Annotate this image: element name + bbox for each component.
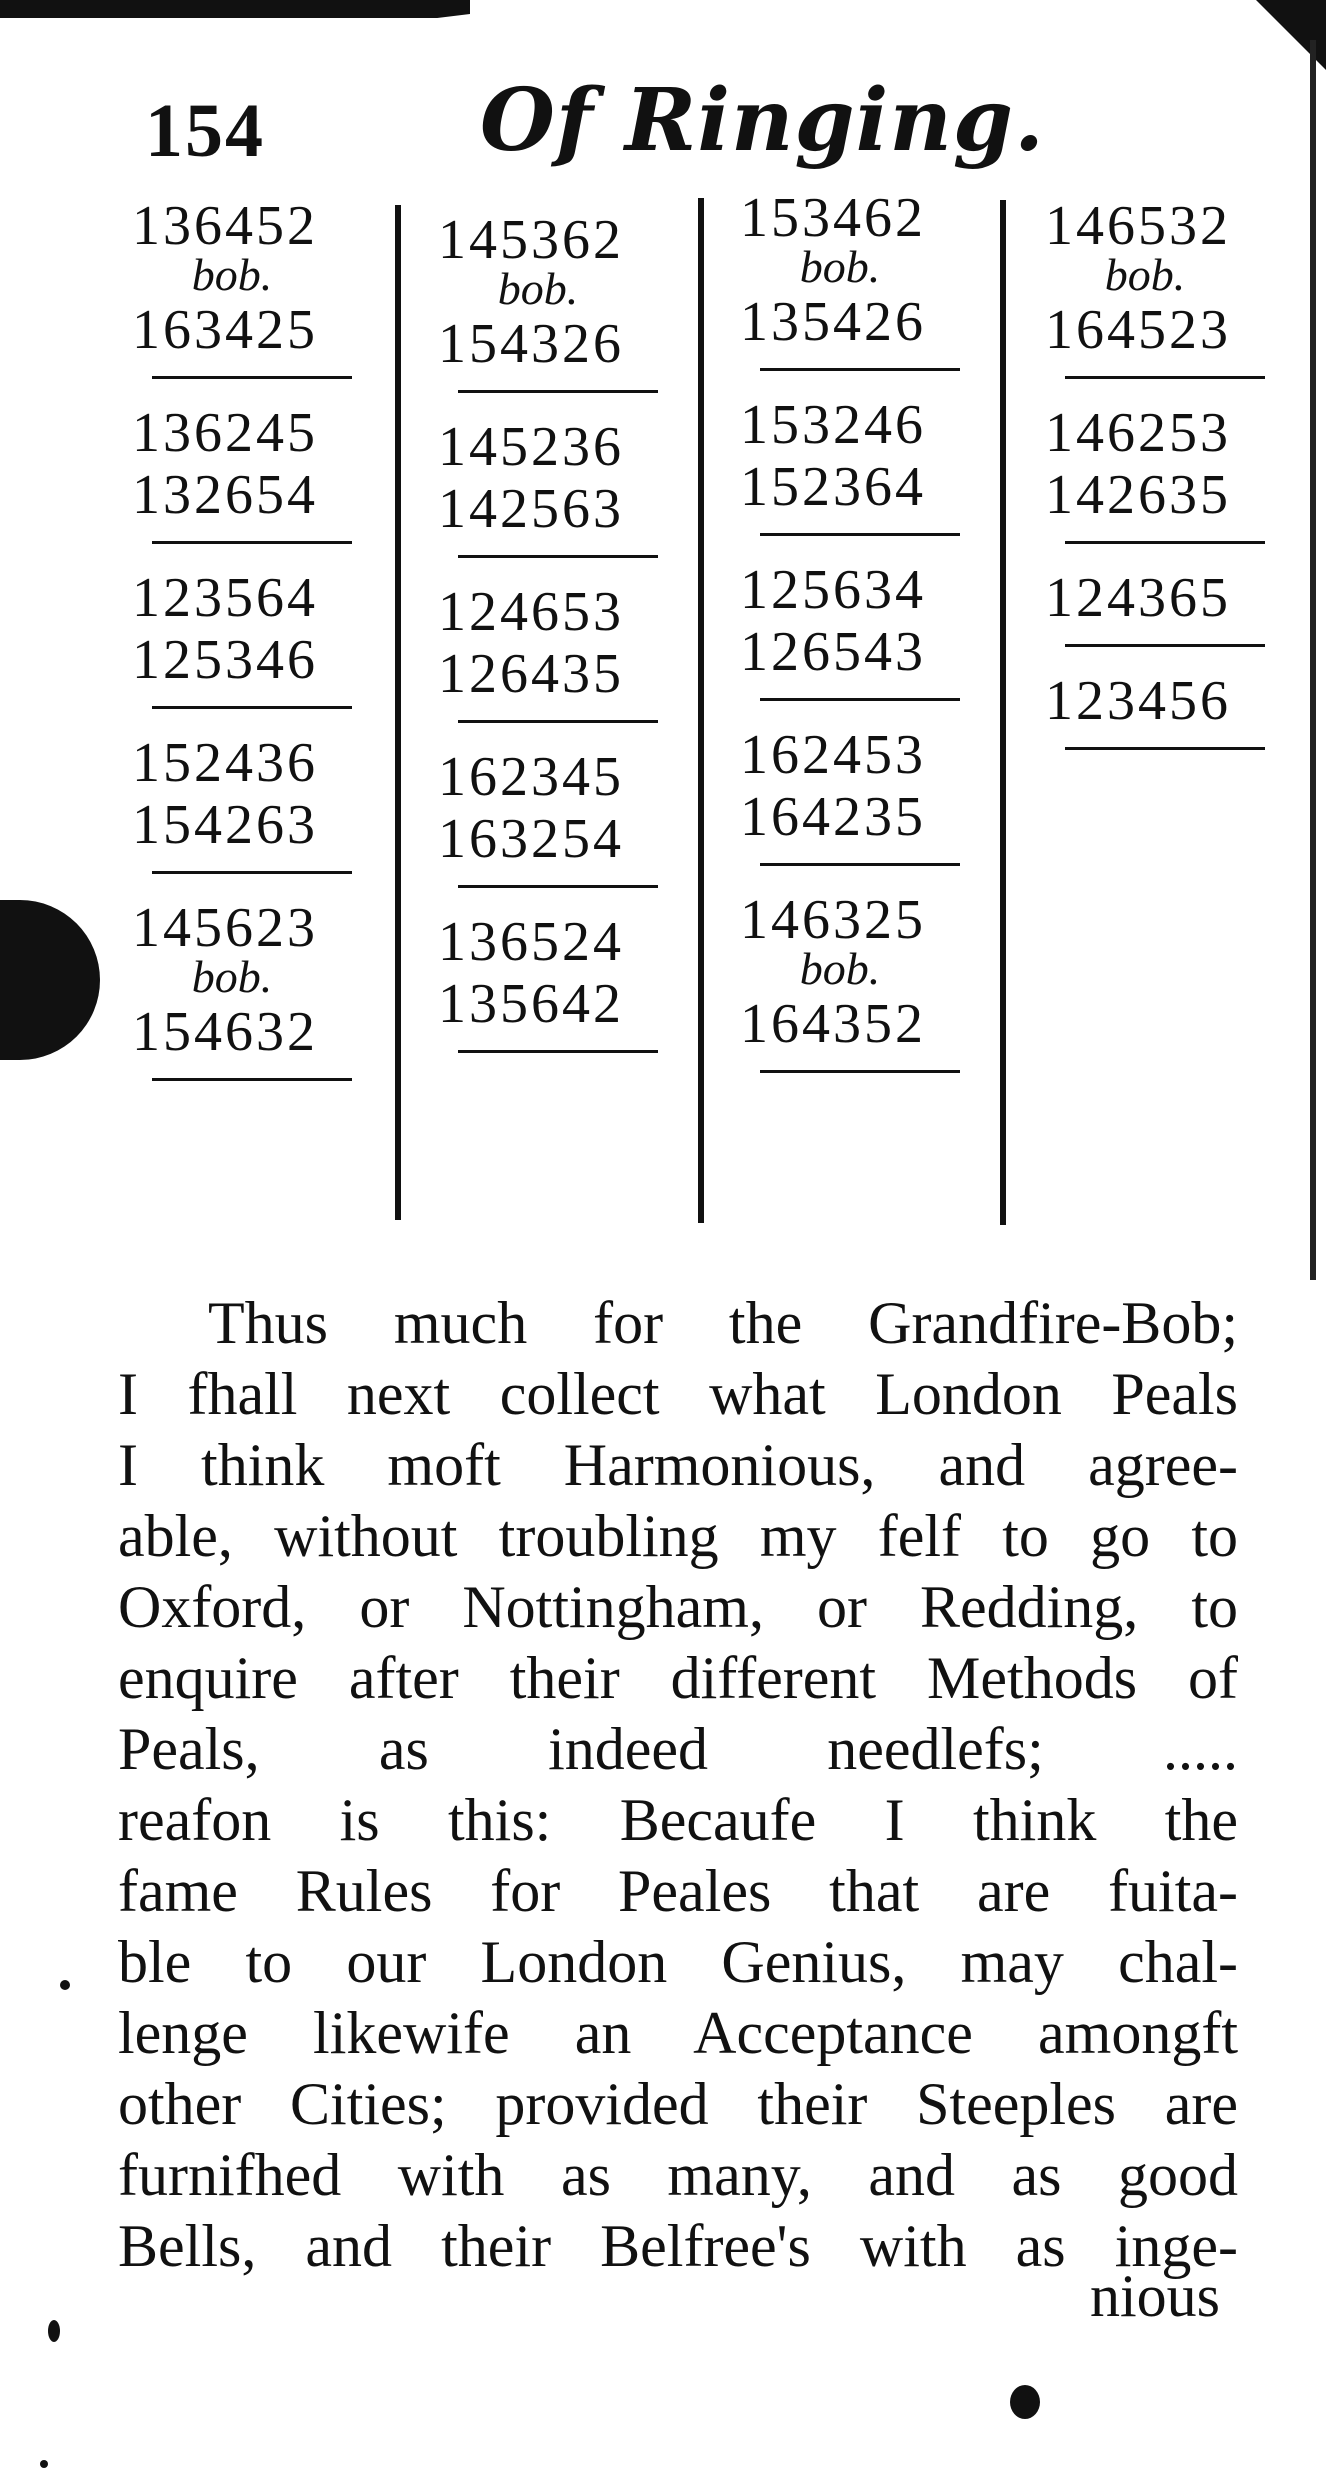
change-row: 126543 <box>740 621 926 683</box>
change-row: 145623 <box>132 897 318 959</box>
change-row: 146253 <box>1045 402 1231 464</box>
column-divider <box>1000 200 1006 1225</box>
change-row: 154326 <box>438 313 624 375</box>
group-rule <box>458 720 658 723</box>
change-column <box>1045 195 1245 776</box>
change-group <box>1045 195 1245 379</box>
change-row: 153462 <box>740 187 926 249</box>
change-row: 125634 <box>740 559 926 621</box>
group-rule <box>760 698 960 701</box>
ink-speck <box>1010 2385 1040 2419</box>
change-group <box>740 889 980 1073</box>
change-row: 146325 <box>740 889 926 951</box>
text-line: Peals, as indeed needlefs; ..... <box>118 1716 1238 1782</box>
text-line: reafon is this: Becaufe I think the <box>118 1787 1238 1853</box>
bob-label: bob. <box>1104 249 1186 300</box>
change-row: 162345 <box>438 746 624 808</box>
change-row: 162453 <box>740 724 926 786</box>
change-group <box>1045 670 1245 750</box>
running-title: Of Ringing. <box>480 70 1045 171</box>
column-divider <box>395 205 401 1220</box>
group-rule <box>1065 644 1265 647</box>
group-rule <box>458 555 658 558</box>
group-rule <box>760 1070 960 1073</box>
thumb-index-tab <box>0 900 100 1060</box>
change-row: 153246 <box>740 394 926 456</box>
change-row: 163425 <box>132 299 318 361</box>
text-line: furnifhed with as many, and as good <box>118 2142 1238 2208</box>
text-line: I fhall next collect what London Peals <box>118 1361 1238 1427</box>
group-rule <box>152 376 352 379</box>
ink-speck <box>40 2460 48 2468</box>
change-row: 154263 <box>132 794 318 856</box>
change-group <box>132 402 372 544</box>
text-line: lenge likewife an Acceptance amongft <box>118 2000 1238 2066</box>
change-column <box>740 187 980 1099</box>
change-row: 136524 <box>438 911 624 973</box>
bob-label: bob. <box>191 951 273 1002</box>
change-row: 154632 <box>132 1001 318 1063</box>
change-group <box>438 911 678 1053</box>
change-row: 142563 <box>438 478 624 540</box>
group-rule <box>760 368 960 371</box>
text-line: fame Rules for Peales that are fuita- <box>118 1858 1238 1924</box>
bob-label: bob. <box>799 943 881 994</box>
change-row: 135642 <box>438 973 624 1035</box>
body-paragraph <box>118 1288 1238 2282</box>
group-rule <box>760 533 960 536</box>
ink-speck <box>48 2320 60 2342</box>
group-rule <box>760 863 960 866</box>
change-group <box>740 559 980 701</box>
change-column <box>132 195 372 1107</box>
bob-label: bob. <box>497 263 579 314</box>
change-row: 124653 <box>438 581 624 643</box>
change-row: 123564 <box>132 567 318 629</box>
text-line: Oxford, or Nottingham, or Redding, to <box>118 1574 1238 1640</box>
change-group <box>132 195 372 379</box>
change-row: 142635 <box>1045 464 1231 526</box>
change-group <box>740 724 980 866</box>
group-rule <box>458 390 658 393</box>
change-group <box>438 209 678 393</box>
change-row: 152436 <box>132 732 318 794</box>
change-row: 163254 <box>438 808 624 870</box>
change-row: 125346 <box>132 629 318 691</box>
text-line: able, without troubling my felf to go to <box>118 1503 1238 1569</box>
change-row: 135426 <box>740 291 926 353</box>
text-line: other Cities; provided their Steeples are <box>118 2071 1238 2137</box>
ink-speck <box>60 1980 70 1990</box>
change-row: 136245 <box>132 402 318 464</box>
change-column <box>438 209 678 1079</box>
change-group <box>132 567 372 709</box>
catchword: nious <box>1090 2263 1221 2329</box>
group-rule <box>458 1050 658 1053</box>
change-row: 145362 <box>438 209 624 271</box>
change-group <box>740 187 980 371</box>
page-edge <box>1310 40 1316 1280</box>
change-group <box>438 416 678 558</box>
group-rule <box>1065 541 1265 544</box>
page-corner-shadow <box>0 0 470 70</box>
change-row: 123456 <box>1045 670 1231 732</box>
group-rule <box>152 1078 352 1081</box>
text-line: I think moft Harmonious, and agree- <box>118 1432 1238 1498</box>
change-row: 146532 <box>1045 195 1231 257</box>
change-row: 126435 <box>438 643 624 705</box>
change-group <box>740 394 980 536</box>
text-line: Thus much for the Grandfire-Bob; <box>208 1290 1238 1356</box>
change-group <box>438 746 678 888</box>
change-group <box>132 897 372 1081</box>
group-rule <box>458 885 658 888</box>
group-rule <box>152 541 352 544</box>
change-group <box>438 581 678 723</box>
change-group <box>1045 567 1245 647</box>
text-line: enquire after their different Methods of <box>118 1645 1238 1711</box>
bob-label: bob. <box>191 249 273 300</box>
group-rule <box>1065 376 1265 379</box>
page-number: 154 <box>145 89 265 173</box>
text-line: ble to our London Genius, may chal- <box>118 1929 1238 1995</box>
change-row: 124365 <box>1045 567 1231 629</box>
text-line: Bells, and their Belfree's with as inge- <box>118 2213 1238 2279</box>
change-row: 152364 <box>740 456 926 518</box>
group-rule <box>152 871 352 874</box>
change-group <box>132 732 372 874</box>
change-row: 164523 <box>1045 299 1231 361</box>
change-row: 145236 <box>438 416 624 478</box>
column-divider <box>698 198 704 1223</box>
group-rule <box>152 706 352 709</box>
change-group <box>1045 402 1245 544</box>
change-row: 132654 <box>132 464 318 526</box>
bob-label: bob. <box>799 241 881 292</box>
change-row: 164352 <box>740 993 926 1055</box>
group-rule <box>1065 747 1265 750</box>
change-row: 164235 <box>740 786 926 848</box>
change-row: 136452 <box>132 195 318 257</box>
